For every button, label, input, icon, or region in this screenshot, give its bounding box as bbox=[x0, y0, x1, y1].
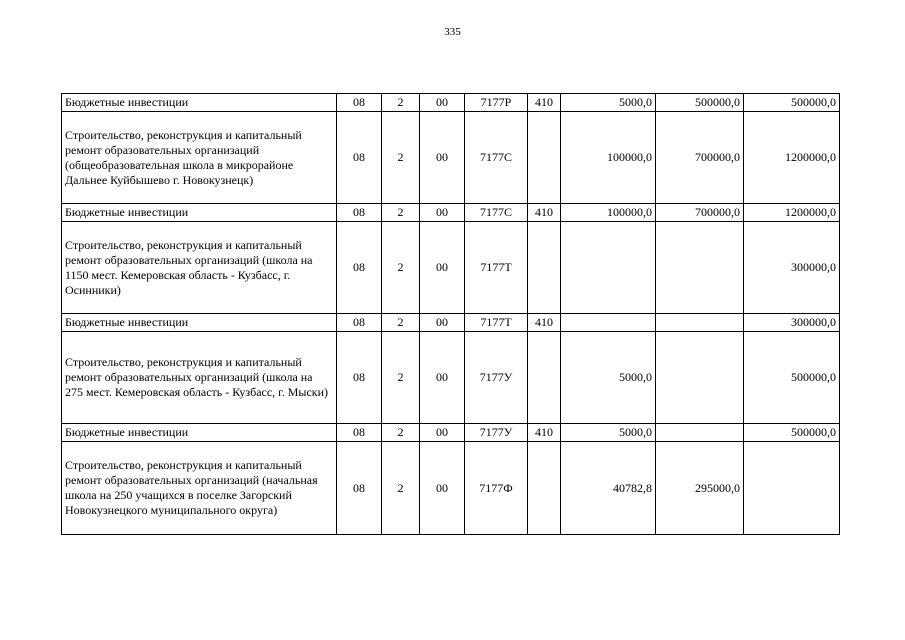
section-cell: 08 bbox=[337, 442, 382, 535]
row-name: Строительство, реконструкция и капитальный ремонт образовательных организаций (школа на 275 мест. Кемеровская область - Кузбасс, г. Мыски) bbox=[62, 332, 337, 424]
subsection-cell: 2 bbox=[382, 332, 420, 424]
program-cell: 00 bbox=[420, 222, 465, 314]
value-1-cell bbox=[561, 314, 656, 332]
subsection-cell: 2 bbox=[382, 204, 420, 222]
table-row bbox=[62, 222, 840, 314]
section-cell: 08 bbox=[337, 94, 382, 112]
subsection-cell: 2 bbox=[382, 112, 420, 204]
code-cell: 7177Т bbox=[465, 222, 528, 314]
type-cell bbox=[528, 112, 561, 204]
row-name: Строительство, реконструкция и капитальный ремонт образовательных организаций (школа на 1150 мест. Кемеровская область - Кузбасс, г. Осинники) bbox=[62, 222, 337, 314]
value-3-cell: 300000,0 bbox=[744, 314, 840, 332]
value-2-cell: 500000,0 bbox=[656, 94, 744, 112]
subsection-cell: 2 bbox=[382, 424, 420, 442]
value-1-cell: 100000,0 bbox=[561, 204, 656, 222]
type-cell: 410 bbox=[528, 314, 561, 332]
program-cell: 00 bbox=[420, 94, 465, 112]
value-1-cell: 100000,0 bbox=[561, 112, 656, 204]
type-cell bbox=[528, 222, 561, 314]
value-1-cell bbox=[561, 222, 656, 314]
table-row bbox=[62, 314, 840, 332]
value-3-cell: 500000,0 bbox=[744, 94, 840, 112]
value-2-cell bbox=[656, 314, 744, 332]
code-cell: 7177Т bbox=[465, 314, 528, 332]
code-cell: 7177У bbox=[465, 424, 528, 442]
program-cell: 00 bbox=[420, 332, 465, 424]
table-row bbox=[62, 94, 840, 112]
value-2-cell bbox=[656, 222, 744, 314]
section-cell: 08 bbox=[337, 112, 382, 204]
value-1-cell: 40782,8 bbox=[561, 442, 656, 535]
subsection-cell: 2 bbox=[382, 222, 420, 314]
row-name: Бюджетные инвестиции bbox=[62, 204, 337, 222]
value-1-cell: 5000,0 bbox=[561, 332, 656, 424]
table-row bbox=[62, 204, 840, 222]
program-cell: 00 bbox=[420, 442, 465, 535]
row-name: Бюджетные инвестиции bbox=[62, 314, 337, 332]
value-3-cell: 1200000,0 bbox=[744, 112, 840, 204]
value-2-cell bbox=[656, 424, 744, 442]
type-cell bbox=[528, 332, 561, 424]
section-cell: 08 bbox=[337, 204, 382, 222]
value-3-cell: 500000,0 bbox=[744, 332, 840, 424]
row-name: Строительство, реконструкция и капитальный ремонт образовательных организаций (начальная школа на 250 учащихся в поселке Загорский Новокузнецкого муниципального округа) bbox=[62, 442, 337, 535]
program-cell: 00 bbox=[420, 112, 465, 204]
row-name: Бюджетные инвестиции bbox=[62, 424, 337, 442]
code-cell: 7177Ф bbox=[465, 442, 528, 535]
program-cell: 00 bbox=[420, 314, 465, 332]
program-cell: 00 bbox=[420, 204, 465, 222]
budget-table bbox=[61, 93, 840, 535]
row-name: Бюджетные инвестиции bbox=[62, 94, 337, 112]
value-2-cell: 295000,0 bbox=[656, 442, 744, 535]
type-cell bbox=[528, 442, 561, 535]
subsection-cell: 2 bbox=[382, 94, 420, 112]
value-3-cell bbox=[744, 442, 840, 535]
section-cell: 08 bbox=[337, 424, 382, 442]
code-cell: 7177С bbox=[465, 112, 528, 204]
type-cell: 410 bbox=[528, 204, 561, 222]
value-3-cell: 300000,0 bbox=[744, 222, 840, 314]
table-row bbox=[62, 424, 840, 442]
code-cell: 7177У bbox=[465, 332, 528, 424]
subsection-cell: 2 bbox=[382, 442, 420, 535]
type-cell: 410 bbox=[528, 94, 561, 112]
code-cell: 7177Р bbox=[465, 94, 528, 112]
program-cell: 00 bbox=[420, 424, 465, 442]
value-2-cell: 700000,0 bbox=[656, 112, 744, 204]
value-2-cell bbox=[656, 332, 744, 424]
value-1-cell: 5000,0 bbox=[561, 94, 656, 112]
section-cell: 08 bbox=[337, 314, 382, 332]
value-2-cell: 700000,0 bbox=[656, 204, 744, 222]
type-cell: 410 bbox=[528, 424, 561, 442]
section-cell: 08 bbox=[337, 222, 382, 314]
section-cell: 08 bbox=[337, 332, 382, 424]
value-1-cell: 5000,0 bbox=[561, 424, 656, 442]
table-row bbox=[62, 442, 840, 535]
code-cell: 7177С bbox=[465, 204, 528, 222]
page-number: 335 bbox=[444, 26, 461, 38]
table-row bbox=[62, 332, 840, 424]
subsection-cell: 2 bbox=[382, 314, 420, 332]
row-name: Строительство, реконструкция и капитальный ремонт образовательных организаций (общеобразовательная школа в микрорайоне Дальнее Куйбышево г. Новокузнецк) bbox=[62, 112, 337, 204]
value-3-cell: 1200000,0 bbox=[744, 204, 840, 222]
table-row bbox=[62, 112, 840, 204]
value-3-cell: 500000,0 bbox=[744, 424, 840, 442]
